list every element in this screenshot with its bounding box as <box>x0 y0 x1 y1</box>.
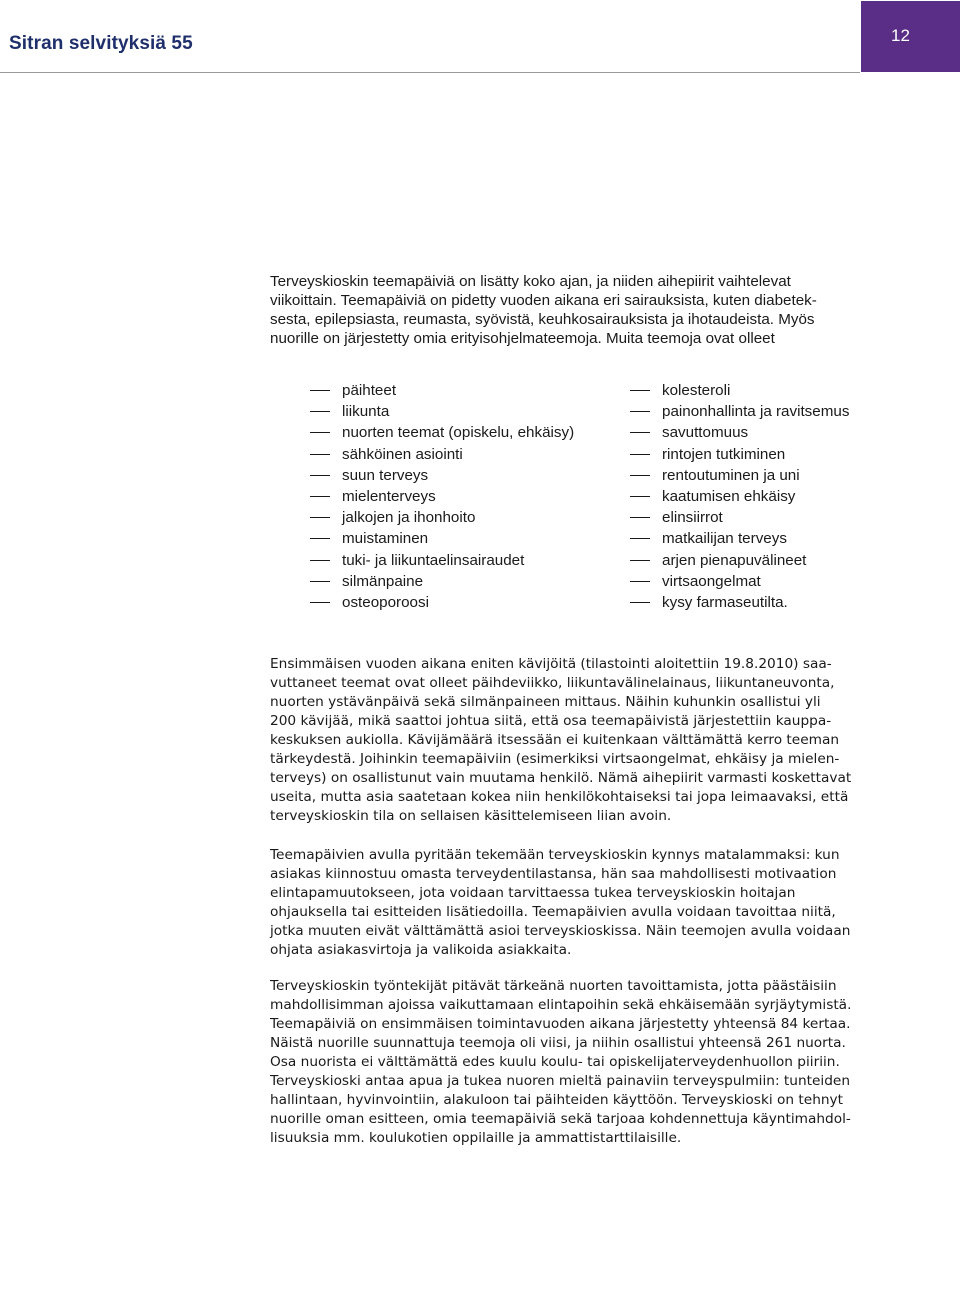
dash-bullet <box>630 411 650 412</box>
topic-label: tuki- ja liikuntaelinsairaudet <box>342 551 525 569</box>
topic-label: virtsaongelmat <box>662 572 761 590</box>
dash-bullet <box>630 581 650 582</box>
dash-bullet <box>630 496 650 497</box>
paragraph-line: keskuksen aukiolla. Kävijämäärä itsessään ei kuitenkaan välttämättä kerro teeman <box>270 732 840 748</box>
topic-label: osteoporoosi <box>342 593 429 611</box>
topic-list-item <box>630 444 849 465</box>
topic-list-item <box>310 444 574 465</box>
paragraph-line: nuorten ystävänpäivä sekä silmänpaineen mittaus. Näihin kuhunkin osallistui yli <box>270 694 821 710</box>
topic-label: sähköinen asiointi <box>342 445 463 463</box>
dash-bullet <box>310 560 330 561</box>
topic-label: kaatumisen ehkäisy <box>662 487 796 505</box>
dash-bullet <box>310 432 330 433</box>
paragraph-line: Osa nuorista ei välttämättä edes kuulu koulu- tai opiskelijaterveydenhuollon piiriin. <box>270 1054 840 1070</box>
body-paragraph-youth <box>270 977 870 1148</box>
topic-label: savuttomuus <box>662 424 749 442</box>
topic-label: muistaminen <box>342 530 429 548</box>
paragraph-line: tärkeydestä. Joihinkin teemapäiviin (esimerkiksi virtsaongelmat, ehkäisy ja mielen- <box>270 751 840 767</box>
topic-label: jalkojen ja ihonhoito <box>342 509 476 527</box>
paragraph-line: Ensimmäisen vuoden aikana eniten kävijöitä (tilastointi aloitettiin 19.8.2010) saa- <box>270 656 832 672</box>
topic-list-item <box>630 550 849 571</box>
dash-bullet <box>310 517 330 518</box>
paragraph-line: lisuuksia mm. koulukotien oppilaille ja ammattistarttilaisille. <box>270 1130 682 1146</box>
paragraph-line: Näistä nuorille suunnattuja teemoja oli viisi, ja niihin osallistui yhteensä 261 nuorta. <box>270 1035 846 1051</box>
topic-list-item <box>310 401 574 422</box>
dash-bullet <box>630 475 650 476</box>
topic-list-item <box>630 507 849 528</box>
dash-bullet <box>310 411 330 412</box>
topic-label: mielenterveys <box>342 487 436 505</box>
paragraph-line: mahdollisimman ajoissa vaikuttamaan elintapoihin sekä ehkäisemään syrjäytymistä. <box>270 997 852 1013</box>
topic-label: suun terveys <box>342 466 429 484</box>
topic-label: nuorten teemat (opiskelu, ehkäisy) <box>342 424 575 442</box>
page-number-box <box>861 1 960 72</box>
topic-list-item <box>630 380 849 401</box>
topic-label: kysy farmaseutilta. <box>662 593 788 611</box>
dash-bullet <box>630 560 650 561</box>
paragraph-line: jotka muuten eivät välttämättä asioi terveyskioskissa. Näin teemojen avulla voidaan <box>270 923 851 939</box>
dash-bullet <box>630 432 650 433</box>
intro-line: sesta, epilepsiasta, reumasta, syövistä, keuhkosairauksista ja ihotaudeista. Myös <box>270 311 815 328</box>
paragraph-line: nuorille oman esitteen, omia teemapäiviä sekä tarjoaa kohdennettuja käyntimahdol- <box>270 1111 851 1127</box>
dash-bullet <box>310 454 330 455</box>
topic-list-item <box>630 486 849 507</box>
series-title: Sitran selvityksiä 55 <box>9 33 193 54</box>
topic-list-item <box>310 486 574 507</box>
intro-line: Terveyskioskin teemapäiviä on lisätty koko ajan, ja niiden aihepiirit vaihtelevat <box>270 273 791 290</box>
topic-list-item <box>310 380 574 401</box>
topic-list-item <box>630 571 849 592</box>
dash-bullet <box>310 602 330 603</box>
paragraph-line: hallintaan, hyvinvointiin, alakuloon tai päihteiden käyttöön. Terveyskioski on tehnyt <box>270 1092 844 1108</box>
topic-list-item <box>310 507 574 528</box>
topic-label: kolesteroli <box>662 382 731 399</box>
topic-list-item <box>630 401 849 422</box>
paragraph-line: ohjauksella tai esitteiden lisätiedoilla. Teemapäivien avulla voidaan tavoittaa niitä, <box>270 904 836 920</box>
body-paragraph-visitors <box>270 655 870 826</box>
body-paragraph-threshold <box>270 846 870 960</box>
topic-label: matkailijan terveys <box>662 530 787 548</box>
dash-bullet <box>630 454 650 455</box>
paragraph-line: elintapamuutokseen, jota voidaan tarvittaessa tukea terveyskioskin hoitajan <box>270 885 796 901</box>
paragraph-line: useita, mutta asia saatetaan kokea niin henkilökohtaiseksi tai jopa leimaavaksi, että <box>270 789 849 805</box>
dash-bullet <box>630 517 650 518</box>
paragraph-line: asiakas kiinnostuu omasta terveydentilastansa, hän saa mahdollisesti motivaation <box>270 866 837 882</box>
dash-bullet <box>630 602 650 603</box>
paragraph-line: ohjata asiakasvirtoja ja valikoida asiakkaita. <box>270 942 572 958</box>
topic-label: painonhallinta ja ravitsemus <box>662 403 850 421</box>
topic-label: silmänpaine <box>342 572 424 590</box>
intro-paragraph <box>270 272 870 348</box>
dash-bullet <box>310 538 330 539</box>
topic-list-right <box>630 380 849 613</box>
topic-list-item <box>310 465 574 486</box>
intro-line: nuorille on järjestetty omia erityisohjelmateemoja. Muita teemoja ovat olleet <box>270 330 775 347</box>
dash-bullet <box>310 496 330 497</box>
header-divider <box>0 72 860 73</box>
dash-bullet <box>310 581 330 582</box>
topic-label: elinsiirrot <box>662 509 723 527</box>
topic-label: päihteet <box>342 382 397 399</box>
paragraph-line: terveys) on osallistunut vain muutama henkilö. Nämä aihepiirit varmasti koskettavat <box>270 770 852 786</box>
topic-list-item <box>630 528 849 549</box>
topic-list-left <box>310 380 574 613</box>
topic-label: rentoutuminen ja uni <box>662 466 800 484</box>
topic-list-item <box>630 422 849 443</box>
paragraph-line: 200 kävijää, mikä saattoi johtua siitä, että osa teemapäivistä järjestettiin kauppa- <box>270 713 832 729</box>
topic-list-item <box>310 592 574 613</box>
paragraph-line: Terveyskioskin työntekijät pitävät tärkeänä nuorten tavoittamista, jotta päästäisiin <box>270 978 837 994</box>
topic-label: rintojen tutkiminen <box>662 445 786 463</box>
topic-list-item <box>310 422 574 443</box>
paragraph-line: terveyskioskin tila on sellaisen käsittelemiseen liian avoin. <box>270 808 672 824</box>
paragraph-line: Teemapäiviä on ensimmäisen toimintavuoden aikana järjestetty yhteensä 84 kertaa. <box>270 1016 851 1032</box>
topic-list-item <box>310 528 574 549</box>
page-number: 12 <box>891 26 910 45</box>
intro-line: viikoittain. Teemapäiviä on pidetty vuoden aikana eri sairauksista, kuten diabetek- <box>270 292 817 309</box>
topic-label: arjen pienapuvälineet <box>662 551 807 569</box>
dash-bullet <box>630 390 650 391</box>
paragraph-line: Terveyskioski antaa apua ja tukea nuoren mieltä painaviin terveyspulmiin: tunteiden <box>270 1073 851 1089</box>
topic-list-item <box>630 592 849 613</box>
topic-label: liikunta <box>342 403 390 421</box>
paragraph-line: vuttaneet teemat ovat olleet päihdeviikko, liikuntavälinelainaus, liikuntaneuvonta, <box>270 675 835 691</box>
topic-list-item <box>310 571 574 592</box>
dash-bullet <box>630 538 650 539</box>
paragraph-line: Teemapäivien avulla pyritään tekemään terveyskioskin kynnys matalammaksi: kun <box>270 847 840 863</box>
topic-list-item <box>310 550 574 571</box>
dash-bullet <box>310 390 330 391</box>
dash-bullet <box>310 475 330 476</box>
topic-list-item <box>630 465 849 486</box>
